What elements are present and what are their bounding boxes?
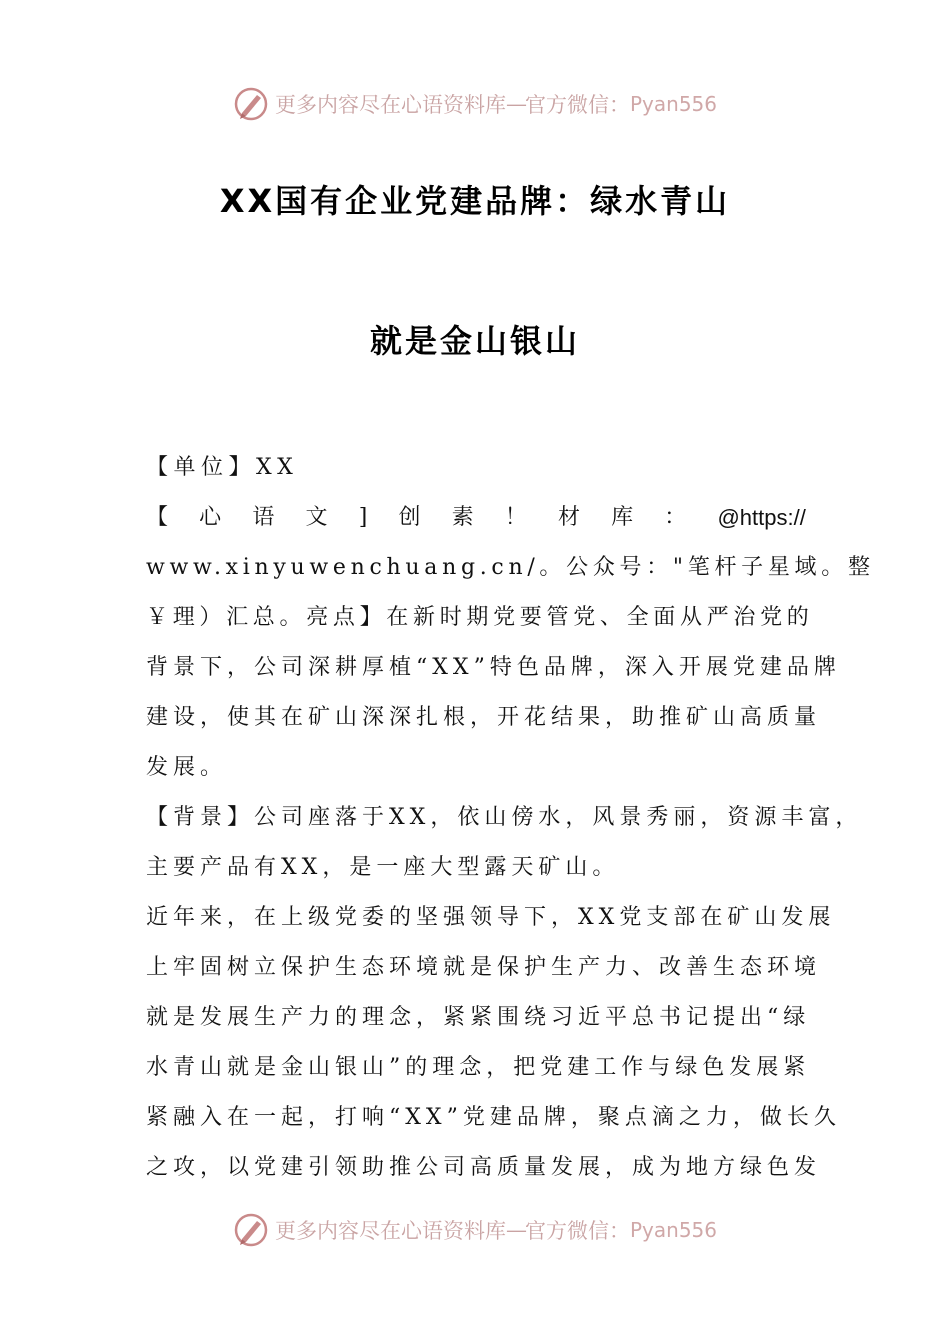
- paragraph-background-line-1: 【背景】公司座落于XX，依山傍水，风景秀丽，资源丰富，: [146, 805, 863, 830]
- document-title-line-1: XX国有企业党建品牌：绿水青山: [219, 182, 731, 220]
- justified-char: 材: [557, 505, 580, 530]
- justified-char: ！: [504, 505, 527, 530]
- justified-char: 素: [451, 505, 474, 530]
- document-body: [146, 443, 875, 1193]
- paragraph-source-line-6: 发展。: [146, 755, 228, 780]
- paragraph-source-line-3: ￥理）汇总。亮点】在新时期党要管党、全面从严治党的: [146, 605, 814, 630]
- pen-logo-icon: [233, 1212, 269, 1248]
- justified-char: 创: [398, 505, 421, 530]
- paragraph-source-line-2: www.xinyuwenchuang.cn/。公众号："笔杆子星域。整: [146, 555, 875, 580]
- paragraph-recent-line-2: 上牢固树立保护生态环境就是保护生产力、改善生态环境: [146, 955, 822, 980]
- pen-logo-icon: [233, 86, 269, 122]
- watermark-text: 更多内容尽在心语资料库: [274, 1219, 506, 1243]
- document-title-line-2: 就是金山银山: [369, 322, 580, 360]
- paragraph-recent-line-1: 近年来，在上级党委的坚强领导下，XX党支部在矿山发展: [146, 905, 836, 930]
- justified-char: ：: [664, 505, 687, 530]
- header-watermark: [0, 82, 950, 126]
- paragraph-unit: 【单位】XX: [146, 455, 299, 480]
- watermark-text: 更多内容尽在心语资料库: [274, 93, 506, 117]
- paragraph-background-line-2: 主要产品有XX，是一座大型露天矿山。: [146, 855, 620, 880]
- watermark-wechat-label: 官方微信：: [524, 93, 630, 117]
- paragraph-recent-line-4: 水青山就是金山银山”的理念，把党建工作与绿色发展紧: [146, 1055, 811, 1080]
- watermark-wechat-label: 官方微信：: [524, 1219, 630, 1243]
- paragraph-recent-line-6: 之攻，以党建引领助推公司高质量发展，成为地方绿色发: [146, 1155, 822, 1180]
- paragraph-source-line-4: 背景下，公司深耕厚植“XX”特色品牌，深入开展党建品牌: [146, 655, 841, 680]
- footer-watermark: [0, 1208, 950, 1252]
- justified-char: 心: [199, 505, 222, 530]
- paragraph-recent-line-5: 紧融入在一起，打响“XX”党建品牌，聚点滴之力，做长久: [146, 1105, 841, 1130]
- watermark-separator: —: [505, 92, 525, 116]
- watermark-wechat-id: Pyan556: [629, 92, 717, 116]
- justified-char: 文: [305, 505, 328, 530]
- paragraph-source-line-5: 建设，使其在矿山深深扎根，开花结果，助推矿山高质量: [146, 705, 822, 730]
- watermark-wechat-id: Pyan556: [629, 1218, 717, 1242]
- justified-char: 库: [611, 505, 634, 530]
- justified-char: 语: [252, 505, 275, 530]
- source-url-fragment: @https://: [717, 505, 806, 530]
- paragraph-source-line-1: [146, 493, 806, 543]
- justified-char: ]: [358, 505, 368, 530]
- watermark-separator: —: [505, 1218, 525, 1242]
- paragraph-recent-line-3: 就是发展生产力的理念，紧紧围绕习近平总书记提出“绿: [146, 1005, 811, 1030]
- justified-char: 【: [146, 505, 169, 530]
